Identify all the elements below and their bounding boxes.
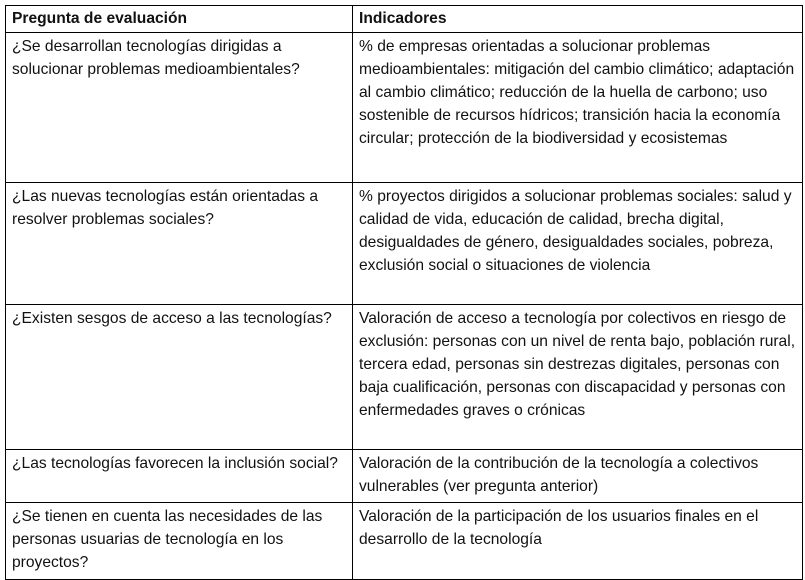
table-header-row [6, 6, 803, 33]
table-row [6, 450, 803, 503]
question-cell: ¿Las tecnologías favorecen la inclusión social? [6, 450, 353, 503]
header-question: Pregunta de evaluación [6, 6, 353, 33]
evaluation-table-container [5, 5, 802, 580]
indicator-cell: % de empresas orientadas a solucionar problemas medioambientales: mitigación del cambio climático; adaptación al cambio climático; reducción de la huella de carbono; uso sostenible de recursos hídricos; transición hacia la economía circular; protección de la biodiversidad y ecosistemas [353, 33, 803, 183]
table-row [6, 305, 803, 450]
indicator-cell: % proyectos dirigidos a solucionar problemas sociales: salud y calidad de vida, educación de calidad, brecha digital, desigualdades de género, desigualdades sociales, pobreza, exclusión social o situaciones de violencia [353, 183, 803, 305]
indicator-cell: Valoración de acceso a tecnología por colectivos en riesgo de exclusión: personas con un nivel de renta bajo, población rural, tercera edad, personas sin destrezas digitales, personas con baja cualificación, personas con discapacidad y personas con enfermedades graves o crónicas [353, 305, 803, 450]
table-row [6, 503, 803, 580]
indicator-cell: Valoración de la contribución de la tecnología a colectivos vulnerables (ver pregunta anterior) [353, 450, 803, 503]
indicator-cell: Valoración de la participación de los usuarios finales en el desarrollo de la tecnología [353, 503, 803, 580]
question-cell: ¿Se tienen en cuenta las necesidades de las personas usuarias de tecnología en los proyectos? [6, 503, 353, 580]
question-cell: ¿Existen sesgos de acceso a las tecnologías? [6, 305, 353, 450]
header-indicators: Indicadores [353, 6, 803, 33]
question-cell: ¿Las nuevas tecnologías están orientadas a resolver problemas sociales? [6, 183, 353, 305]
table-row [6, 183, 803, 305]
evaluation-table [5, 5, 803, 580]
table-row [6, 33, 803, 183]
question-cell: ¿Se desarrollan tecnologías dirigidas a solucionar problemas medioambientales? [6, 33, 353, 183]
